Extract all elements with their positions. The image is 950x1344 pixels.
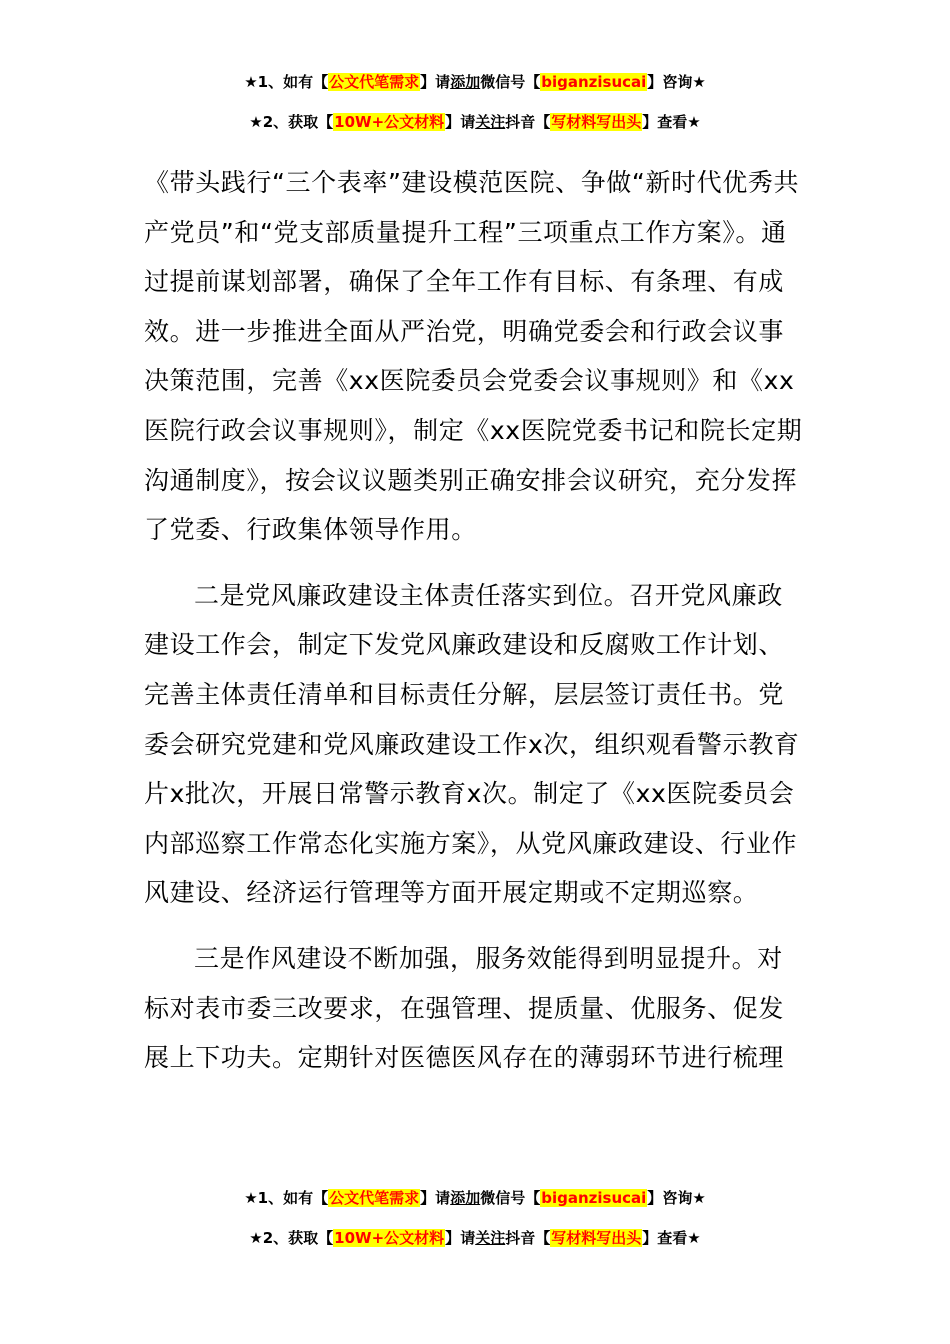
bracket: 【 — [525, 73, 541, 91]
highlight-wechat-id: biganzisucai — [541, 1189, 647, 1207]
banner-text: 微信号 — [480, 1189, 526, 1207]
bottom-banner-line-1 — [0, 1188, 950, 1208]
paragraph-2: 二是党风廉政建设主体责任落实到位。召开党风廉政建设工作会，制定下发党风廉政建设和反腐败工作计划、完善主体责任清单和目标责任分解，层层签订责任书。党委会研究党建和党风廉政建设工作x次，组织观看警示教育片x批次，开展日常警示教育x次。制定了《xx医院委员会内部巡察工作常态化实施方案》，从党风廉政建设、行业作风建设、经济运行管理等方面开展定期或不定期巡察。 — [144, 580, 800, 908]
bracket: 】 — [445, 113, 461, 131]
banner-prefix: ★2、获取 — [249, 113, 319, 131]
banner-text: 微信号 — [480, 73, 526, 91]
banner-suffix: 查看★ — [657, 113, 701, 131]
highlight-materials: 10W+公文材料 — [334, 113, 445, 131]
banner-text: 请 — [460, 113, 476, 131]
bracket: 】 — [420, 1189, 436, 1207]
banner-prefix: ★2、获取 — [249, 1229, 319, 1247]
paragraph-3: 三是作风建设不断加强，服务效能得到明显提升。对标对表市委三改要求，在强管理、提质量、优服务、促发展上下功夫。定期针对医德医风存在的薄弱环节进行梳理 — [144, 943, 785, 1073]
banner-text: 抖音 — [505, 1229, 536, 1247]
banner-underlined: 添加 — [450, 73, 481, 91]
bracket: 】 — [647, 1189, 663, 1207]
highlight-materials: 10W+公文材料 — [334, 1229, 445, 1247]
bracket: 【 — [535, 1229, 551, 1247]
paragraph-1: 《带头践行“三个表率”建设模范医院、争做“新时代优秀共产党员”和“党支部质量提升工程”三项重点工作方案》。通过提前谋划部署，确保了全年工作有目标、有条理、有成效。进一步推进全面从严治党，明确党委会和行政会议事决策范围，完善《xx医院委员会党委会议事规则》和《xx医院行政会议事规则》，制定《xx医院党委书记和院长定期沟通制度》，按会议议题类别正确安排会议研究，充分发挥了党委、行政集体领导作用。 — [144, 168, 803, 545]
document-body — [144, 158, 808, 1083]
bracket: 【 — [313, 1189, 329, 1207]
bracket: 】 — [445, 1229, 461, 1247]
bracket: 【 — [525, 1189, 541, 1207]
banner-suffix: 咨询★ — [662, 1189, 706, 1207]
banner-text: 请 — [435, 1189, 451, 1207]
bracket: 】 — [642, 113, 658, 131]
highlight-ghostwriting: 公文代笔需求 — [329, 1189, 420, 1207]
highlight-wechat-id: biganzisucai — [541, 73, 647, 91]
banner-suffix: 咨询★ — [662, 73, 706, 91]
bracket: 【 — [535, 113, 551, 131]
bottom-banner-line-2 — [0, 1228, 950, 1248]
banner-text: 请 — [460, 1229, 476, 1247]
bracket: 】 — [420, 73, 436, 91]
bracket: 【 — [313, 73, 329, 91]
highlight-douyin: 写材料写出头 — [551, 113, 642, 131]
bracket: 】 — [647, 73, 663, 91]
highlight-ghostwriting: 公文代笔需求 — [329, 73, 420, 91]
banner-prefix: ★1、如有 — [244, 73, 314, 91]
banner-text: 请 — [435, 73, 451, 91]
banner-prefix: ★1、如有 — [244, 1189, 314, 1207]
banner-suffix: 查看★ — [657, 1229, 701, 1247]
banner-underlined: 添加 — [450, 1189, 481, 1207]
highlight-douyin: 写材料写出头 — [551, 1229, 642, 1247]
bracket: 】 — [642, 1229, 658, 1247]
banner-text: 抖音 — [505, 113, 536, 131]
banner-underlined: 关注 — [475, 1229, 506, 1247]
banner-underlined: 关注 — [475, 113, 506, 131]
bracket: 【 — [318, 1229, 334, 1247]
top-banner-line-1 — [0, 72, 950, 92]
bracket: 【 — [318, 113, 334, 131]
top-banner-line-2 — [0, 112, 950, 132]
